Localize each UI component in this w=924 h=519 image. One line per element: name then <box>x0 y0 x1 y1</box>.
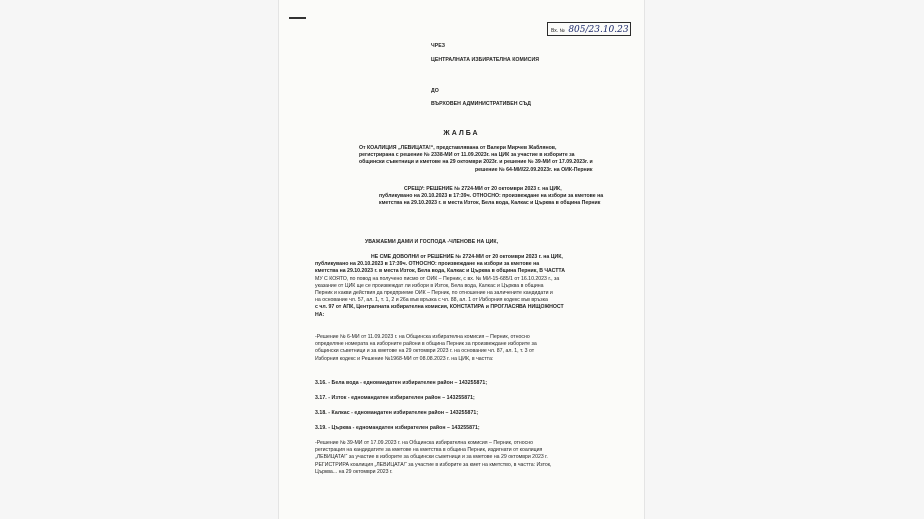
body-line: МУ С КОЯТО, по повод на получено писмо от ОИК – Перник, с вх. № МИ-15-685/1 от 16.10.2023 г., за <box>315 275 560 282</box>
against-line: кметства на 29.10.2023 г. в места Изток, Бела вода, Калкас и Църква в община Перник <box>379 200 601 207</box>
decision-6-line: Изборния кодекс и Решение №1968-МИ от 08.08.2023 г. на ЦИК, в частта: <box>315 355 494 362</box>
stamp-label: Вх. № <box>551 28 565 34</box>
stamp-handwritten-number: 805/23.10.23 <box>568 25 629 35</box>
from-block <box>335 145 635 174</box>
document-page <box>279 0 644 519</box>
item-3-18: 3.18. - Калкас - едномандатен избирателен район – 143255871; <box>315 410 479 416</box>
document-title: ЖАЛБА <box>443 130 480 137</box>
item-3-16: 3.16. - Бела вода - едномандатен избирателен район – 143255871; <box>315 380 488 386</box>
decision-6-line: определяне номерата на изборните райони в община Перник за произвеждане изборите за <box>315 341 537 348</box>
body-block <box>315 254 637 319</box>
decision-6-line: общински съветници и за кметове на 29 октомври 2023 г. на основание чл. 87, ал. 1, т. 3 от <box>315 348 535 355</box>
body-line: на основание чл. 57, ал. 1, т. 1, 2 и 26а във връзка с чл. 88, ал. 1 от Изборния кодекс във връзка <box>315 297 548 304</box>
pen-mark <box>289 17 306 19</box>
against-block <box>379 186 639 208</box>
address-court: ВЪРХОВЕН АДМИНИСТРАТИВЕН СЪД <box>431 101 532 107</box>
body-line: НЕ СМЕ ДОВОЛНИ от РЕШЕНИЕ № 2724-МИ от 20 октомври 2023 г. на ЦИК, <box>371 254 563 260</box>
item-3-19: 3.19. - Църква - едномандатен избирателен район – 143255871; <box>315 425 480 431</box>
address-commission: ЦЕНТРАЛНАТА ИЗБИРАТЕЛНА КОМИСИЯ <box>431 57 540 63</box>
body-line: с чл. 97 от АПК, Централната избирателна комисия, КОНСТАТИРА и ПРОГЛАСЯВА НИЩОЖНОСТ <box>315 304 564 311</box>
decision-39-line: -Решение № 39-МИ от 17.09.2023 г. на Общинска избирателна комисия – Перник, относно <box>315 440 534 446</box>
decision-39-line: Църква... на 29 октомври 2023 г. <box>315 468 393 475</box>
body-line: публикувано на 20.10.2023 в 17:39ч. ОТНОСНО: произвеждане на избори за кметове на <box>315 261 540 268</box>
decision-39-line: РЕГИСТРИРА коалиция „ЛЕВИЦАТА!“ за участие в изборите за кмет на кметство, в частта: Изток, <box>315 461 552 468</box>
against-line: публикувано на 20.10.2023 в 17:39ч. ОТНОСНО: произвеждане на избори за кметове на <box>379 193 604 200</box>
against-line: СРЕЩУ: РЕШЕНИЕ № 2724-МИ от 20 октомври 2023 г. на ЦИК, <box>404 186 562 192</box>
from-line: регистрирана с решение № 2338-МИ от 11.09.2023г. на ЦИК за участие в изборите за <box>359 152 575 159</box>
address-to: ДО <box>431 88 439 94</box>
decision-39-line: регистрация на кандидатите за кметове на кметства в община Перник, издигнати от коалиция <box>315 447 543 454</box>
from-line: общински съветници и кметове на 29 октомври 2023г. и решение № 39-МИ от 17.09.2023г. и <box>359 159 593 166</box>
body-line: Перник и какви действия да предприеме ОИК – Перник, по отношение на заличените кандидати и <box>315 290 553 297</box>
body-line: указание от ЦИК ще се произвеждат ли избори в Изток, Бела вода, Калкас и Църква в община <box>315 282 544 289</box>
registry-stamp <box>547 22 631 36</box>
salutation: УВАЖАЕМИ ДАМИ И ГОСПОДА -ЧЛЕНОВЕ НА ЦИК, <box>365 239 499 245</box>
body-line: НА: <box>315 311 325 318</box>
address-via: ЧРЕЗ <box>431 43 446 49</box>
decision-6-block <box>315 334 637 363</box>
decision-6-line: -Решение № 6-МИ от 11.09.2023 г. на Общинска избирателна комисия – Перник, относно <box>315 334 530 340</box>
from-line: От КОАЛИЦИЯ „ЛЕВИЦАТА!“, представлявана от Валери Мирчев Жаблянов, <box>359 145 557 151</box>
decision-39-line: „ЛЕВИЦАТА!“ за участие в изборите за общински съветници и за кметове на 29 октомври 2023 г. <box>315 454 548 461</box>
body-line: кметства на 29.10.2023 г. в места Изток, Бела вода, Калкас и Църква в община Перник, В ЧАСТТА <box>315 268 566 275</box>
item-3-17: 3.17. - Изток - едномандатен избирателен район – 143255871; <box>315 395 475 401</box>
decision-39-block <box>315 440 637 476</box>
from-line: решение № 64-МИ/22.09.2023г. на ОИК-Перник <box>475 166 593 173</box>
